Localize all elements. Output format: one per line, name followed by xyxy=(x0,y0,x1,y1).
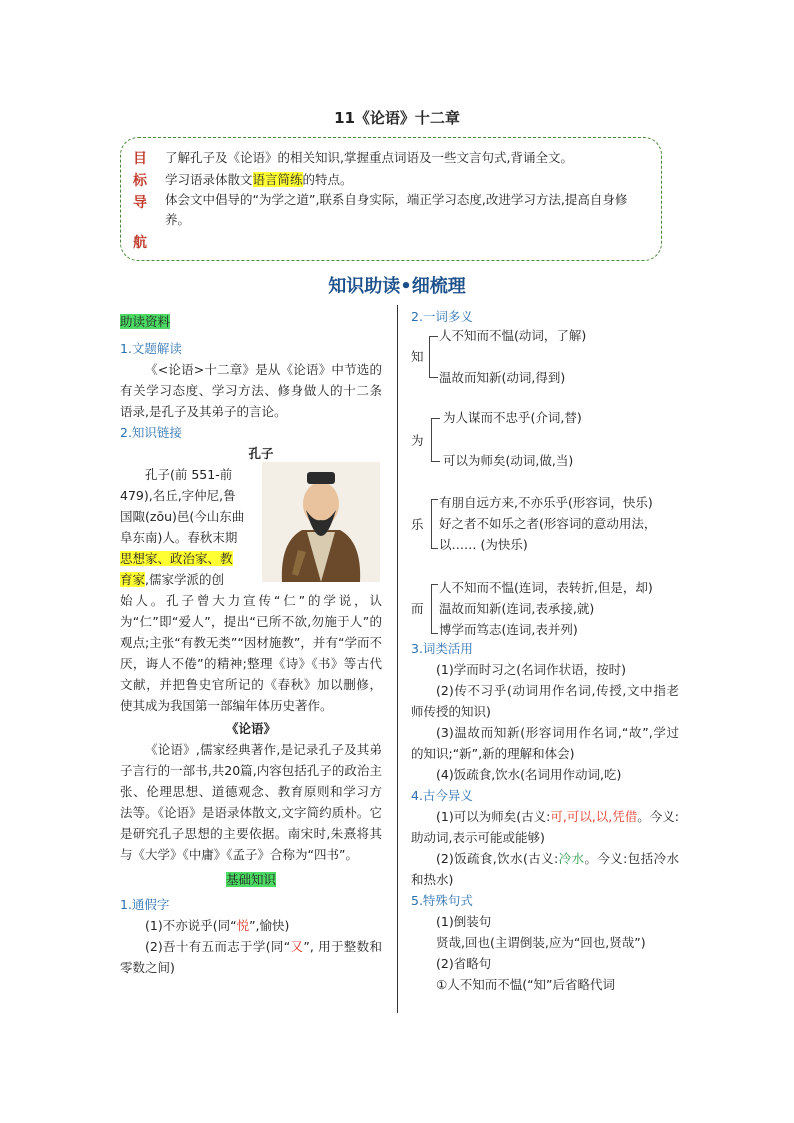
list-item: (2)吾十有五而志于学(同“又”, 用于整数和零数之间) xyxy=(120,939,382,975)
heading: 1.通假字 xyxy=(120,897,170,912)
goal-line-1: 了解孔子及《论语》的相关知识,掌握重点词语及一些文言句式,背诵全文。 xyxy=(165,150,573,165)
heading: 2.一词多义 xyxy=(411,309,473,324)
heading: 2.知识链接 xyxy=(120,425,182,440)
meaning: 为人谋而不忠乎(介词,替) xyxy=(443,410,582,425)
word: 而 xyxy=(411,601,424,616)
text-line: 阜东南)人。春秋末期 xyxy=(120,530,238,545)
heading: 4.古今异义 xyxy=(411,788,473,803)
heading: 5.特殊句式 xyxy=(411,893,473,908)
meaning: 可以为师矣(动词,做,当) xyxy=(443,453,574,468)
meaning: 博学而笃志(连词,表并列) xyxy=(439,622,578,637)
column-divider xyxy=(397,305,398,1013)
list-item: (4)饭疏食,饮水(名词用作动词,吃) xyxy=(436,767,622,782)
highlight: 思想家、政治家、教 xyxy=(120,551,233,566)
list-item: ①人不知而不愠(“知”后省略代词 xyxy=(436,977,616,992)
heading: 1.文题解读 xyxy=(120,341,182,356)
list-item: (1)不亦说乎(同“悦”,愉快) xyxy=(145,918,290,933)
section-title: 知识助读•细梳理 xyxy=(328,276,466,297)
meaning: 温故而知新(连词,表承接,就) xyxy=(439,601,595,616)
goal-side-char: 标 xyxy=(133,173,147,189)
list-item: (2)饭疏食,饮水(古义:冷水。今义:包括冷水和热水) xyxy=(411,851,679,887)
meaning: 温故而知新(动词,得到) xyxy=(439,370,566,385)
text-line: 国陬(zōu)邑(今山东曲 xyxy=(120,509,245,524)
meaning: 有朋自远方来,不亦乐乎(形容词，快乐) xyxy=(439,495,653,510)
subheading: 《论语》 xyxy=(225,721,276,736)
confucius-portrait xyxy=(262,462,380,582)
meaning: 人不知而不愠(动词，了解) xyxy=(439,328,587,343)
list-item: 贤哉,回也(主谓倒装,应为“回也,贤哉”) xyxy=(436,935,646,950)
text-line: 孔子(前 551-前 xyxy=(145,467,233,482)
page-title: 11《论语》十二章 xyxy=(334,109,460,127)
right-column-lower xyxy=(411,638,679,995)
word: 知 xyxy=(411,349,424,364)
subheading: 孔子 xyxy=(248,446,274,461)
meaning: 以…… (为快乐) xyxy=(439,537,528,552)
goal-side-char: 目 xyxy=(133,151,147,167)
meaning: 好之者不如乐之者(形容词的意动用法， xyxy=(439,516,657,531)
section-tag: 基础知识 xyxy=(225,872,276,887)
goal-line-3: 体会文中倡导的“为学之道”,联系自身实际，端正学习态度,改进学习方法,提高自身修养。 xyxy=(165,192,628,227)
goal-side-char: 导 xyxy=(133,195,147,211)
list-item: (1)倒装句 xyxy=(436,914,492,929)
heading: 3.词类活用 xyxy=(411,641,473,656)
list-item: (2)传不习乎(动词用作名词,传授,文中指老师传授的知识) xyxy=(411,683,679,719)
brace xyxy=(429,336,438,378)
highlight: 语言简练 xyxy=(252,172,303,187)
highlight: 育家 xyxy=(120,572,146,587)
brace xyxy=(431,584,438,634)
list-item: (1)学而时习之(名词作状语，按时) xyxy=(436,662,626,677)
list-item: (1)可以为师矣(古义:可,可以,以,凭借。今义:助动词,表示可能或能够) xyxy=(411,809,680,845)
paragraph: 《论语》,儒家经典著作,是记录孔子及其弟子言行的一部书,共20篇,内容包括孔子的政治主张、伦理思想、道德观念、教育原则和学习方法等。《论语》是语录体散文,文字简约质朴。它是研究孔子思想的主要依据。南宋时,朱熹将其与《大学》《中庸》《孟子》合称为“四书”。 xyxy=(120,742,382,862)
brace xyxy=(431,499,438,549)
word: 为 xyxy=(411,433,424,448)
section-tag: 助读资料 xyxy=(120,314,171,329)
text-line: 479),名丘,字仲尼,鲁 xyxy=(120,488,236,503)
paragraph: 孔子曾大力宣传“仁”的学说，认为“仁”即“爱人”，提出“已所不欲,勿施于人”的观点;主张“有教无类”“因材施教”，并有“学而不厌，诲人不倦”的精神;整理《诗》《书》等古代文献，并把鲁史官所记的《春秋》加以删修，使其成为我国第一部编年体历史著作。 xyxy=(120,593,382,713)
left-column: 助读资料 1.文题解读 《<论语>十二章》是从《论语》中节选的有关学习态度、学习方法、修身做人的十二条语录,是孔子及其弟子的言论。 2.知识链接 孔子 孔子(前 551-前 479),名丘,字仲尼,鲁 国陬(zōu)邑(今山东曲 阜东南)人。春秋末期 思想家、政治家、教 育家,儒家学派的创 始人。孔子曾大力宣传“仁”的学说，认为“仁”即“爱人”，提出“已所不欲,勿施于人”的观点;主张“有教无类”“因材施教”，并有“学而不厌，诲人不倦”的精神;整理《诗》《书》等古代文献，并把鲁史官所记的《春秋》加以删修，使其成为我国第一部编年体历史著作。 《论语》 《论语》,儒家经典著作,是记录孔子及其弟子言行的一部书,共20篇,内容包括孔子的政治主张、伦理思想、道德观念、教育原则和学习方法等。《论语》是语录体散文,文字简约质朴。它是研究孔子思想的主要依据。南宋时,朱熹将其与《大学》《中庸》《孟子》合称为“四书”。 基础知识 1.通假字 (1)不亦说乎(同“悦”,愉快) (2)吾十有五而志于学(同“又”, 用于整数和零数之间) xyxy=(120,311,382,978)
goal-side-char: 航 xyxy=(133,235,147,251)
list-item: (2)省略句 xyxy=(436,956,492,971)
list-item: (3)温故而知新(形容词用作名词,“故”,学过的知识;“新”,新的理解和体会) xyxy=(411,725,679,761)
goal-line-2: 学习语录体散文语言简练的特点。 xyxy=(165,172,353,187)
paragraph: 《<论语>十二章》是从《论语》中节选的有关学习态度、学习方法、修身做人的十二条语录,是孔子及其弟子的言论。 xyxy=(120,362,382,419)
word: 乐 xyxy=(411,517,424,532)
brace xyxy=(431,418,440,462)
meaning: 人不知而不愠(连词，表转折,但是，却) xyxy=(439,580,653,595)
